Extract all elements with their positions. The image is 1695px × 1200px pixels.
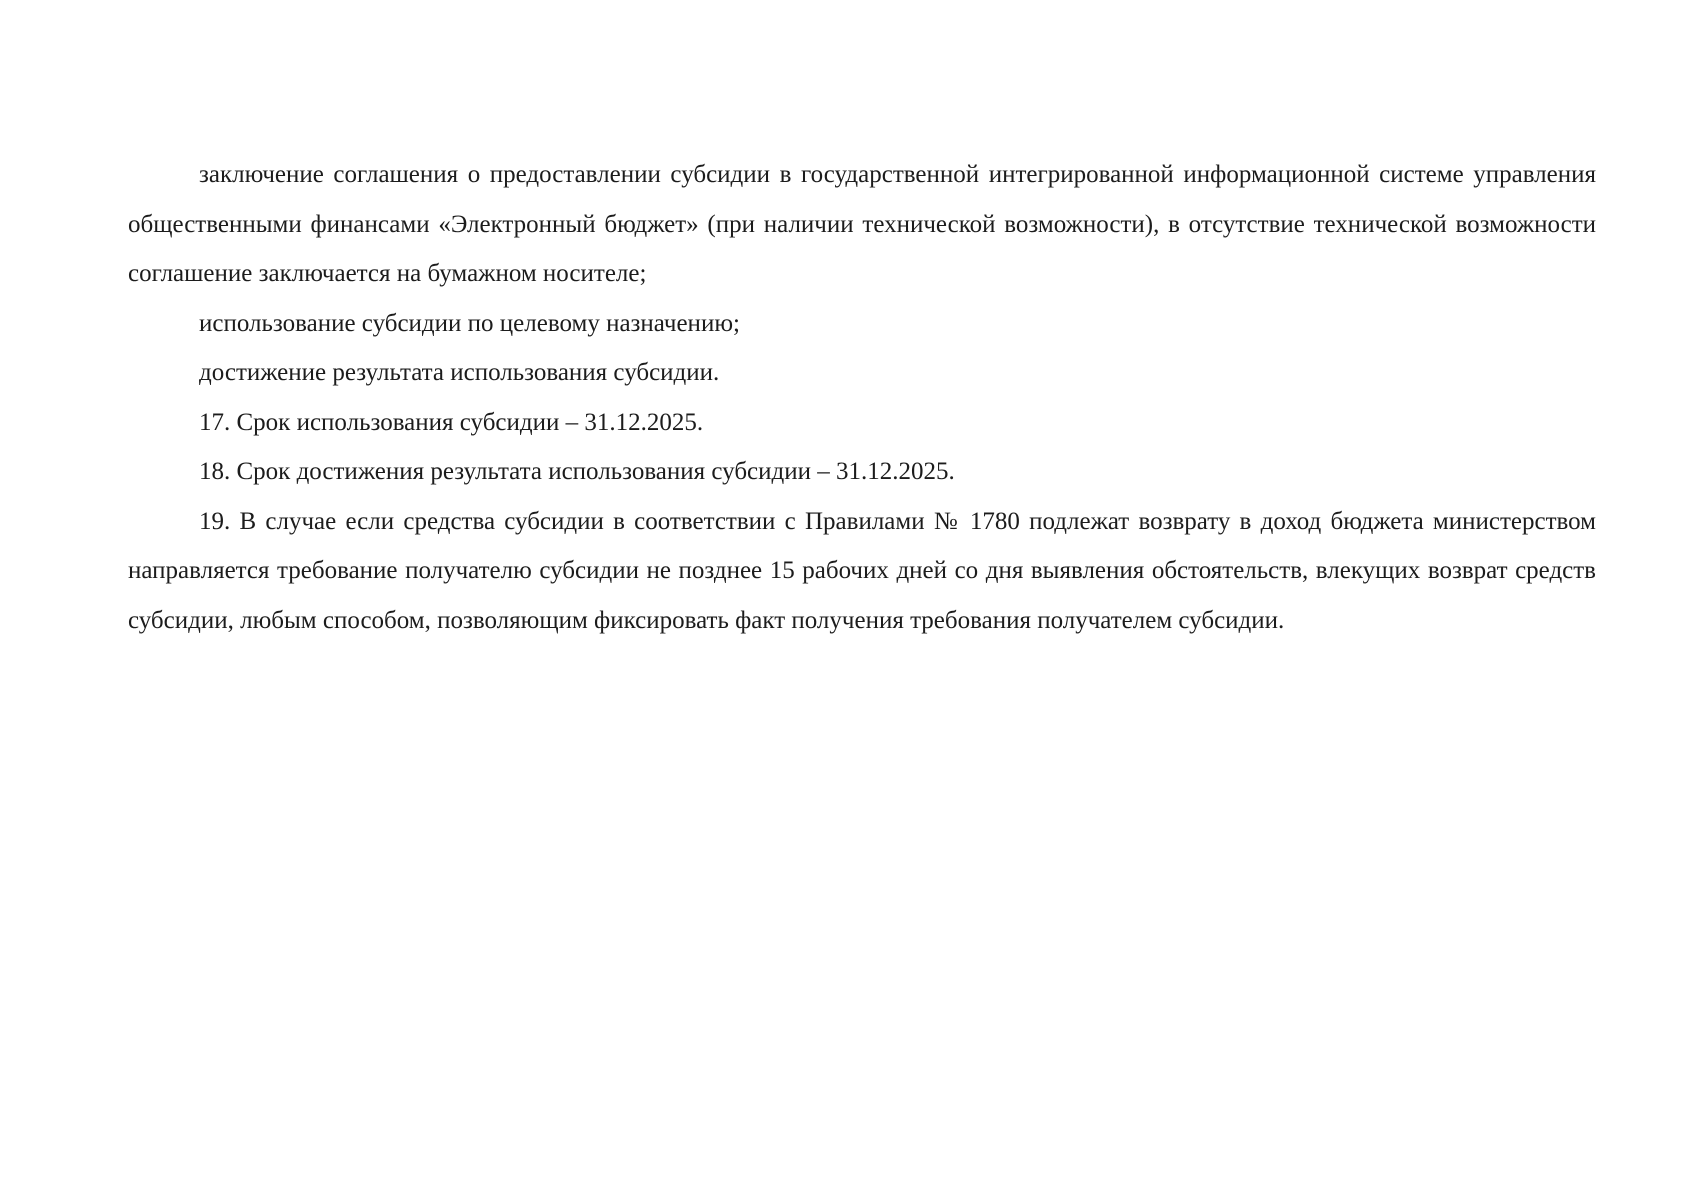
- paragraph-18-result-deadline: 18. Срок достижения результата использования субсидии – 31.12.2025.: [199, 458, 955, 485]
- paragraph-result-achievement: достижение результата использования субсидии.: [199, 359, 720, 386]
- paragraph-targeted-use: использование субсидии по целевому назначению;: [199, 309, 740, 337]
- paragraph-agreement-conclusion: заключение соглашения о предоставлении субсидии в государственной интегрированной информационной системе управления общественными финансами «Электронный бюджет» (при наличии технической возможности), в отсутствие технической возможности соглашение заключается на бумажном носителе;: [128, 161, 1596, 287]
- paragraph-19-refund-requirement: 19. В случае если средства субсидии в соответствии с Правилами № 1780 подлежат возврату в доход бюджета министерством направляется требование получателю субсидии не позднее 15 рабочих дней со дня выявления обстоятельств, влекущих возврат средств субсидии, любым способом, позволяющим фиксировать факт получения требования получателем субсидии.: [128, 507, 1596, 634]
- paragraph-17-usage-deadline: 17. Срок использования субсидии – 31.12.2025.: [199, 408, 704, 436]
- document-body: [128, 150, 1596, 645]
